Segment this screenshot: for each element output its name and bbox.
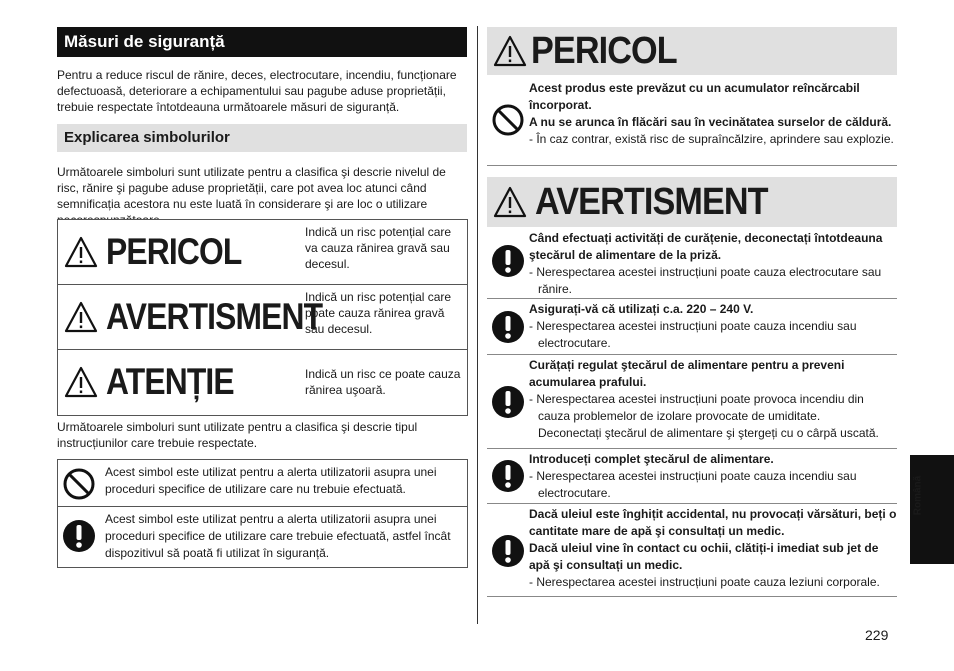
symbol-desc-prohibition: Acest simbol este utilizat pentru a alerta utilizatorii asupra unei proceduri specifice de utilizare care nu trebuie efectuată. [105,465,437,496]
warning-heading: AVERTISMENT [535,181,768,223]
warning-item-3-note: - Nerespectarea acestei instrucțiuni poate provoca incendiu din cauza problemelor de izolare provocate de umiditate. [529,392,864,423]
language-label: Română [912,475,924,516]
warning-triangle-icon [64,366,98,398]
warning-item-2-note: - Nerespectarea acestei instrucțiuni poate cauza incendiu sau electrocutare. [529,319,857,350]
warning-item-3-note2: Deconectați ştecărul de alimentare şi ştergeți cu o cârpă uscată. [538,426,879,440]
danger-item [487,78,897,166]
warning-heading-bar [487,177,897,227]
warning-item-5 [487,504,897,597]
warning-item-2-bold: Asigurați-vă că utilizați c.a. 220 – 240 V. [529,302,754,316]
warning-item-5-bold: Dacă uleiul este înghițit accidental, nu provocați vărsături, beți o cantitate mare de apă şi consultați un medic. [529,507,897,538]
signal-word-danger: PERICOL [106,231,242,272]
signal-row-danger [58,220,467,285]
warning-item-4-bold: Introduceți complet ştecărul de alimentare. [529,452,774,466]
warning-triangle-icon [64,236,98,268]
signal-word-caution: ATENȚIE [106,361,234,402]
mandatory-action-icon [491,385,525,419]
prohibition-icon [62,467,96,501]
signal-row-warning [58,285,467,350]
symbol-row-prohibition [58,460,467,507]
column-divider [477,26,478,624]
mandatory-action-icon [62,519,96,553]
signal-word-warning: AVERTISMENT [106,296,323,337]
instruction-symbols-table [57,459,468,568]
warning-item-5-note: - Nerespectarea acestei instrucțiuni poate cauza leziuni corporale. [529,575,880,589]
warning-item-5-bold-2: Dacă uleiul vine în contact cu ochii, clătiți-i imediat sub jet de apă şi consultați un medic. [529,541,879,572]
warning-item-1-note: - Nerespectarea acestei instrucțiuni poate cauza electrocutare sau rănire. [529,265,882,296]
levels-intro-text: Următoarele simboluri sunt utilizate pentru a clasifica şi descrie nivelul de risc, rănire şi pagube aduse proprietății, care pot avea loc atunci când semnificația acestora nu este luată în considerare şi are loc o utilizare [57,165,446,211]
mandatory-action-icon [491,534,525,568]
warning-item-4-note: - Nerespectarea acestei instrucțiuni poate cauza incendiu sau electrocutare. [529,469,857,500]
symbol-desc-mandatory: Acest simbol este utilizat pentru a alerta utilizatorii asupra unei proceduri specifice de utilizare care trebuie efectuată, astfel încât dispozitivul să poată fi utilizat în siguranță. [105,512,451,560]
warning-item-2 [487,299,897,355]
danger-heading: PERICOL [531,30,677,72]
warning-triangle-icon [64,301,98,333]
danger-note: - În caz contrar, există risc de supraîncălzire, aprindere sau explozie. [529,132,894,146]
warning-item-3-bold: Curățați regulat ştecărul de alimentare pentru a preveni acumularea prafului. [529,358,845,389]
mandatory-action-icon [491,310,525,344]
warning-item-4 [487,449,897,504]
instructions-intro-text: Următoarele simboluri sunt utilizate pentru a clasifica şi descrie tipul instrucțiunilor care trebuie respectate. [57,420,418,450]
page-number: 229 [865,627,889,643]
subsection-title: Explicarea simbolurilor [57,124,467,152]
warning-item-1-bold: Când efectuați activități de curățenie, deconectați întotdeauna ştecărul de alimentare de la priză. [529,231,883,262]
warning-item-3 [487,355,897,449]
danger-heading-bar [487,27,897,75]
warning-triangle-icon [493,35,527,67]
mandatory-action-icon [491,459,525,493]
section-title: Măsuri de siguranță [57,27,467,57]
signal-words-table [57,219,468,416]
prohibition-icon [491,103,525,137]
signal-row-caution [58,350,467,415]
warning-triangle-icon [493,186,527,218]
symbol-row-mandatory [58,507,467,567]
signal-desc-danger: Indică un risc potențial care va cauza rănirea gravă sau decesul. [305,225,452,271]
danger-bold-text-2: A nu se arunca în flăcări sau în vecinătatea surselor de căldură. [529,115,892,129]
signal-desc-caution: Indică un risc ce poate cauza rănirea uşoară. [305,367,461,397]
mandatory-action-icon [491,244,525,278]
intro-text: Pentru a reduce riscul de rănire, deces, electrocutare, incendiu, funcționare defectuoasă, deteriorare a echipamentului sau pagube aduse proprietății, trebuie respectate întotdeauna următoarele măsuri de siguranță. [57,68,457,114]
danger-bold-text-1: Acest produs este prevăzut cu un acumulator reîncărcabil încorporat. [529,81,860,112]
warning-item-1 [487,228,897,299]
signal-desc-warning: Indică un risc potențial care poate cauza rănirea gravă sau decesul. [305,290,452,336]
